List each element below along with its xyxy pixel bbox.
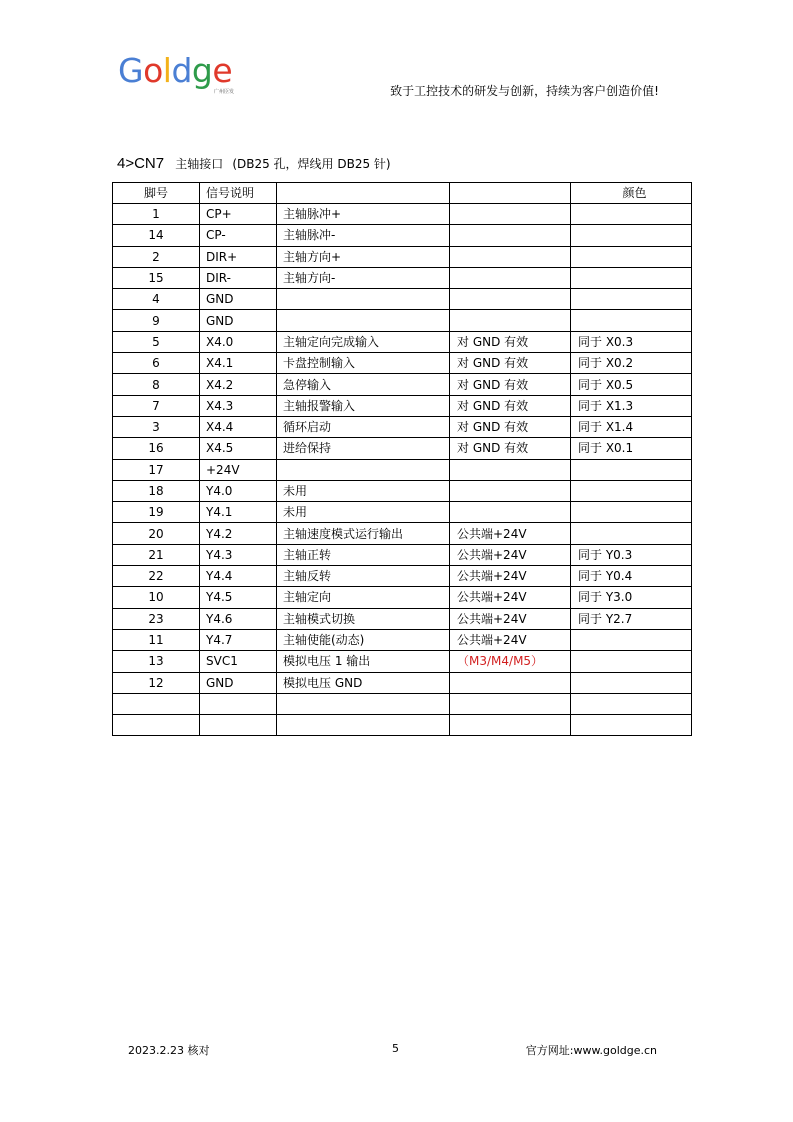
note-cell: 对 GND 有效	[450, 395, 571, 416]
pin-number-cell: 7	[113, 395, 200, 416]
signal-cell	[200, 715, 277, 736]
description-cell: 急停输入	[277, 374, 450, 395]
description-cell: 主轴使能(动态)	[277, 629, 450, 650]
color-cell	[571, 523, 692, 544]
pin-number-cell: 19	[113, 502, 200, 523]
pin-number-cell: 5	[113, 331, 200, 352]
color-cell: 同于 X0.1	[571, 438, 692, 459]
signal-cell: +24V	[200, 459, 277, 480]
note-cell	[450, 502, 571, 523]
description-cell: 主轴方向+	[277, 246, 450, 267]
note-cell	[450, 480, 571, 501]
signal-cell: X4.3	[200, 395, 277, 416]
table-row	[113, 502, 692, 523]
pin-number-cell: 13	[113, 651, 200, 672]
logo-letter: d	[171, 51, 192, 90]
signal-cell: CP-	[200, 225, 277, 246]
color-cell	[571, 289, 692, 310]
note-cell	[450, 225, 571, 246]
pin-number-cell: 17	[113, 459, 200, 480]
description-cell: 主轴速度模式运行输出	[277, 523, 450, 544]
logo-letter: G	[118, 51, 144, 90]
footer-date: 2023.2.23 核对	[128, 1044, 210, 1057]
table-row	[113, 438, 692, 459]
color-cell: 同于 X0.3	[571, 331, 692, 352]
goldge-logo	[118, 51, 235, 96]
description-cell: 未用	[277, 502, 450, 523]
table-row	[113, 289, 692, 310]
color-cell	[571, 672, 692, 693]
color-cell	[571, 480, 692, 501]
table-row	[113, 629, 692, 650]
table-row	[113, 693, 692, 714]
note-cell: 对 GND 有效	[450, 353, 571, 374]
description-cell: 主轴反转	[277, 566, 450, 587]
note-cell: 公共端+24V	[450, 566, 571, 587]
description-cell: 主轴定向完成输入	[277, 331, 450, 352]
color-cell: 同于 X1.3	[571, 395, 692, 416]
pin-number-cell: 15	[113, 267, 200, 288]
color-cell: 同于 Y0.4	[571, 566, 692, 587]
header-note	[450, 183, 571, 204]
signal-cell: X4.5	[200, 438, 277, 459]
color-cell	[571, 225, 692, 246]
note-cell: 对 GND 有效	[450, 438, 571, 459]
description-cell: 进给保持	[277, 438, 450, 459]
section-title	[117, 153, 391, 172]
color-cell	[571, 629, 692, 650]
color-cell: 同于 X1.4	[571, 416, 692, 437]
color-cell: 同于 Y3.0	[571, 587, 692, 608]
color-cell	[571, 693, 692, 714]
note-cell: 对 GND 有效	[450, 416, 571, 437]
table-row	[113, 459, 692, 480]
note-cell: 公共端+24V	[450, 629, 571, 650]
header-slogan: 致于工控技术的研发与创新，持续为客户创造价值!	[390, 84, 659, 98]
table-row	[113, 523, 692, 544]
footer-website: 官方网址:www.goldge.cn	[525, 1044, 657, 1057]
logo-letter: g	[191, 51, 213, 90]
color-cell	[571, 715, 692, 736]
table-row	[113, 374, 692, 395]
description-cell: 模拟电压 1 输出	[277, 651, 450, 672]
table-row	[113, 353, 692, 374]
description-cell	[277, 693, 450, 714]
table-row	[113, 608, 692, 629]
note-cell: 对 GND 有效	[450, 331, 571, 352]
note-cell: 公共端+24V	[450, 587, 571, 608]
signal-cell: DIR+	[200, 246, 277, 267]
description-cell	[277, 715, 450, 736]
color-cell: 同于 X0.2	[571, 353, 692, 374]
note-cell: 公共端+24V	[450, 544, 571, 565]
signal-cell: GND	[200, 289, 277, 310]
description-cell	[277, 289, 450, 310]
note-cell	[450, 310, 571, 331]
table-row	[113, 566, 692, 587]
signal-cell	[200, 693, 277, 714]
signal-cell: GND	[200, 672, 277, 693]
table-row	[113, 587, 692, 608]
color-cell	[571, 267, 692, 288]
note-cell	[450, 267, 571, 288]
note-cell: 公共端+24V	[450, 608, 571, 629]
color-cell	[571, 459, 692, 480]
color-cell	[571, 204, 692, 225]
table-row	[113, 395, 692, 416]
signal-cell: Y4.1	[200, 502, 277, 523]
pin-number-cell: 12	[113, 672, 200, 693]
color-cell: 同于 Y2.7	[571, 608, 692, 629]
color-cell	[571, 246, 692, 267]
color-cell	[571, 502, 692, 523]
description-cell: 循环启动	[277, 416, 450, 437]
pin-number-cell: 23	[113, 608, 200, 629]
table-row	[113, 204, 692, 225]
signal-cell: X4.0	[200, 331, 277, 352]
color-cell	[571, 310, 692, 331]
signal-cell: GND	[200, 310, 277, 331]
logo-letter: e	[212, 51, 233, 90]
color-cell: 同于 X0.5	[571, 374, 692, 395]
description-cell: 主轴模式切换	[277, 608, 450, 629]
pin-number-cell: 18	[113, 480, 200, 501]
pin-number-cell: 21	[113, 544, 200, 565]
header-description	[277, 183, 450, 204]
signal-cell: CP+	[200, 204, 277, 225]
description-cell: 主轴方向-	[277, 267, 450, 288]
note-cell	[450, 459, 571, 480]
table-row	[113, 544, 692, 565]
table-row	[113, 651, 692, 672]
note-cell	[450, 672, 571, 693]
table-header-row	[113, 183, 692, 204]
pin-number-cell	[113, 693, 200, 714]
table-row	[113, 331, 692, 352]
note-cell	[450, 246, 571, 267]
signal-cell: X4.4	[200, 416, 277, 437]
pin-number-cell: 10	[113, 587, 200, 608]
section-heading: 主轴接口	[175, 157, 224, 171]
pin-table	[112, 182, 692, 736]
description-cell: 未用	[277, 480, 450, 501]
signal-cell: Y4.5	[200, 587, 277, 608]
pin-number-cell: 1	[113, 204, 200, 225]
table-row	[113, 310, 692, 331]
pin-number-cell: 20	[113, 523, 200, 544]
signal-cell: Y4.6	[200, 608, 277, 629]
section-subtitle: (DB25 孔，焊线用 DB25 针)	[232, 157, 391, 171]
description-cell: 主轴脉冲-	[277, 225, 450, 246]
color-cell	[571, 651, 692, 672]
description-cell: 模拟电压 GND	[277, 672, 450, 693]
header-signal: 信号说明	[200, 183, 277, 204]
table-row	[113, 246, 692, 267]
note-cell	[450, 204, 571, 225]
note-cell	[450, 715, 571, 736]
pin-number-cell: 11	[113, 629, 200, 650]
table-row	[113, 225, 692, 246]
pin-number-cell: 9	[113, 310, 200, 331]
pin-number-cell: 16	[113, 438, 200, 459]
pin-number-cell: 6	[113, 353, 200, 374]
pin-number-cell: 4	[113, 289, 200, 310]
description-cell: 主轴脉冲+	[277, 204, 450, 225]
signal-cell: X4.2	[200, 374, 277, 395]
note-cell	[450, 289, 571, 310]
pin-number-cell	[113, 715, 200, 736]
table-row	[113, 267, 692, 288]
logo-letter: o	[143, 51, 163, 90]
signal-cell: Y4.2	[200, 523, 277, 544]
logo-subtext: 广州臣发	[214, 89, 235, 95]
table-row	[113, 416, 692, 437]
note-cell: 对 GND 有效	[450, 374, 571, 395]
pin-number-cell: 3	[113, 416, 200, 437]
description-cell: 主轴正转	[277, 544, 450, 565]
note-cell: （M3/M4/M5）	[450, 651, 571, 672]
description-cell	[277, 459, 450, 480]
note-cell: 公共端+24V	[450, 523, 571, 544]
signal-cell: DIR-	[200, 267, 277, 288]
color-cell: 同于 Y0.3	[571, 544, 692, 565]
description-cell: 主轴报警输入	[277, 395, 450, 416]
table-row	[113, 715, 692, 736]
logo-letter: l	[162, 51, 172, 90]
table-row	[113, 672, 692, 693]
page-number: 5	[392, 1042, 399, 1055]
logo-wordmark	[118, 51, 233, 90]
header-color: 颜色	[571, 183, 692, 204]
signal-cell: X4.1	[200, 353, 277, 374]
section-number: 4>CN7	[117, 155, 165, 172]
header-pin: 脚号	[113, 183, 200, 204]
pin-number-cell: 22	[113, 566, 200, 587]
signal-cell: Y4.3	[200, 544, 277, 565]
pin-number-cell: 8	[113, 374, 200, 395]
description-cell: 主轴定向	[277, 587, 450, 608]
signal-cell: Y4.0	[200, 480, 277, 501]
note-cell	[450, 693, 571, 714]
table-row	[113, 480, 692, 501]
pin-number-cell: 2	[113, 246, 200, 267]
signal-cell: Y4.7	[200, 629, 277, 650]
description-cell: 卡盘控制输入	[277, 353, 450, 374]
signal-cell: SVC1	[200, 651, 277, 672]
signal-cell: Y4.4	[200, 566, 277, 587]
pin-number-cell: 14	[113, 225, 200, 246]
description-cell	[277, 310, 450, 331]
